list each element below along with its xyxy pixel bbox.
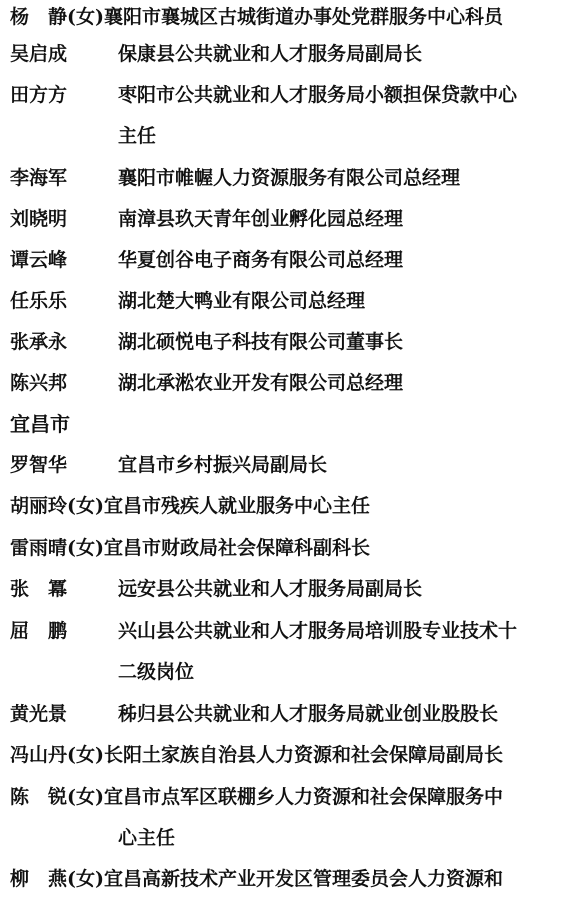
person-name: 陈兴邦: [10, 372, 68, 394]
person-title: 兴山县公共就业和人才服务局培训股专业技术十: [118, 620, 518, 642]
person-name: 李海军: [10, 167, 68, 189]
list-item: [0, 489, 584, 523]
person-title-cont: 主任: [118, 125, 157, 147]
list-item: [0, 284, 584, 318]
person-name: 张 冪: [10, 578, 68, 600]
list-item: [0, 862, 584, 896]
list-item-continuation: [0, 119, 584, 153]
person-name: 田方方: [10, 84, 68, 106]
person-name: 吴启成: [10, 43, 68, 65]
person-title: 枣阳市公共就业和人才服务局小额担保贷款中心: [118, 84, 518, 106]
list-item: [0, 614, 584, 648]
person-title: 宜昌市点军区联棚乡人力资源和社会保障服务中: [103, 786, 503, 808]
list-item: [0, 572, 584, 606]
person-name: 冯山丹(女): [10, 744, 104, 766]
list-item: [0, 0, 584, 34]
person-name: 任乐乐: [10, 290, 68, 312]
person-title: 长阳土家族自治县人力资源和社会保障局副局长: [103, 744, 503, 766]
person-name: 雷雨晴(女): [10, 537, 104, 559]
list-item: [0, 738, 584, 772]
person-name: 谭云峰: [10, 249, 68, 271]
person-name: 屈 鹏: [10, 620, 68, 642]
list-item: [0, 366, 584, 400]
person-title: 襄阳市帷幄人力资源服务有限公司总经理: [118, 167, 461, 189]
person-title: 襄阳市襄城区古城街道办事处党群服务中心科员: [103, 6, 503, 28]
list-item: [0, 243, 584, 277]
person-title: 宜昌高新技术产业开发区管理委员会人力资源和: [103, 868, 503, 890]
list-item: [0, 78, 584, 112]
person-name: 胡丽玲(女): [10, 495, 104, 517]
person-title-cont: 二级岗位: [118, 661, 195, 683]
person-name: 柳 燕(女): [10, 868, 104, 890]
list-item: [0, 161, 584, 195]
person-title: 保康县公共就业和人才服务局副局长: [118, 43, 423, 65]
list-item: [0, 37, 584, 71]
person-name: 张承永: [10, 331, 68, 353]
person-title: 南漳县玖天青年创业孵化园总经理: [118, 208, 404, 230]
person-name: 罗智华: [10, 454, 68, 476]
person-title-cont: 心主任: [118, 827, 176, 849]
person-name: 黄光景: [10, 703, 68, 725]
list-item: [0, 531, 584, 565]
person-name: 刘晓明: [10, 208, 68, 230]
list-item: [0, 780, 584, 814]
person-title: 华夏创谷电子商务有限公司总经理: [118, 249, 404, 271]
list-item: [0, 448, 584, 482]
list-item: [0, 697, 584, 731]
person-title: 湖北楚大鸭业有限公司总经理: [118, 290, 366, 312]
person-title: 远安县公共就业和人才服务局副局长: [118, 578, 423, 600]
list-item-continuation: [0, 821, 584, 855]
section-heading: 宜昌市: [10, 412, 70, 436]
person-title: 湖北承淞农业开发有限公司总经理: [118, 372, 404, 394]
person-name: 杨 静(女): [10, 6, 104, 28]
person-title: 宜昌市财政局社会保障科副科长: [103, 537, 370, 559]
person-title: 秭归县公共就业和人才服务局就业创业股股长: [118, 703, 499, 725]
person-title: 湖北硕悦电子科技有限公司董事长: [118, 331, 404, 353]
list-item-continuation: [0, 655, 584, 689]
list-item: [0, 202, 584, 236]
person-title: 宜昌市残疾人就业服务中心主任: [103, 495, 370, 517]
person-title: 宜昌市乡村振兴局副局长: [118, 454, 328, 476]
list-item: [0, 325, 584, 359]
person-name: 陈 锐(女): [10, 786, 104, 808]
